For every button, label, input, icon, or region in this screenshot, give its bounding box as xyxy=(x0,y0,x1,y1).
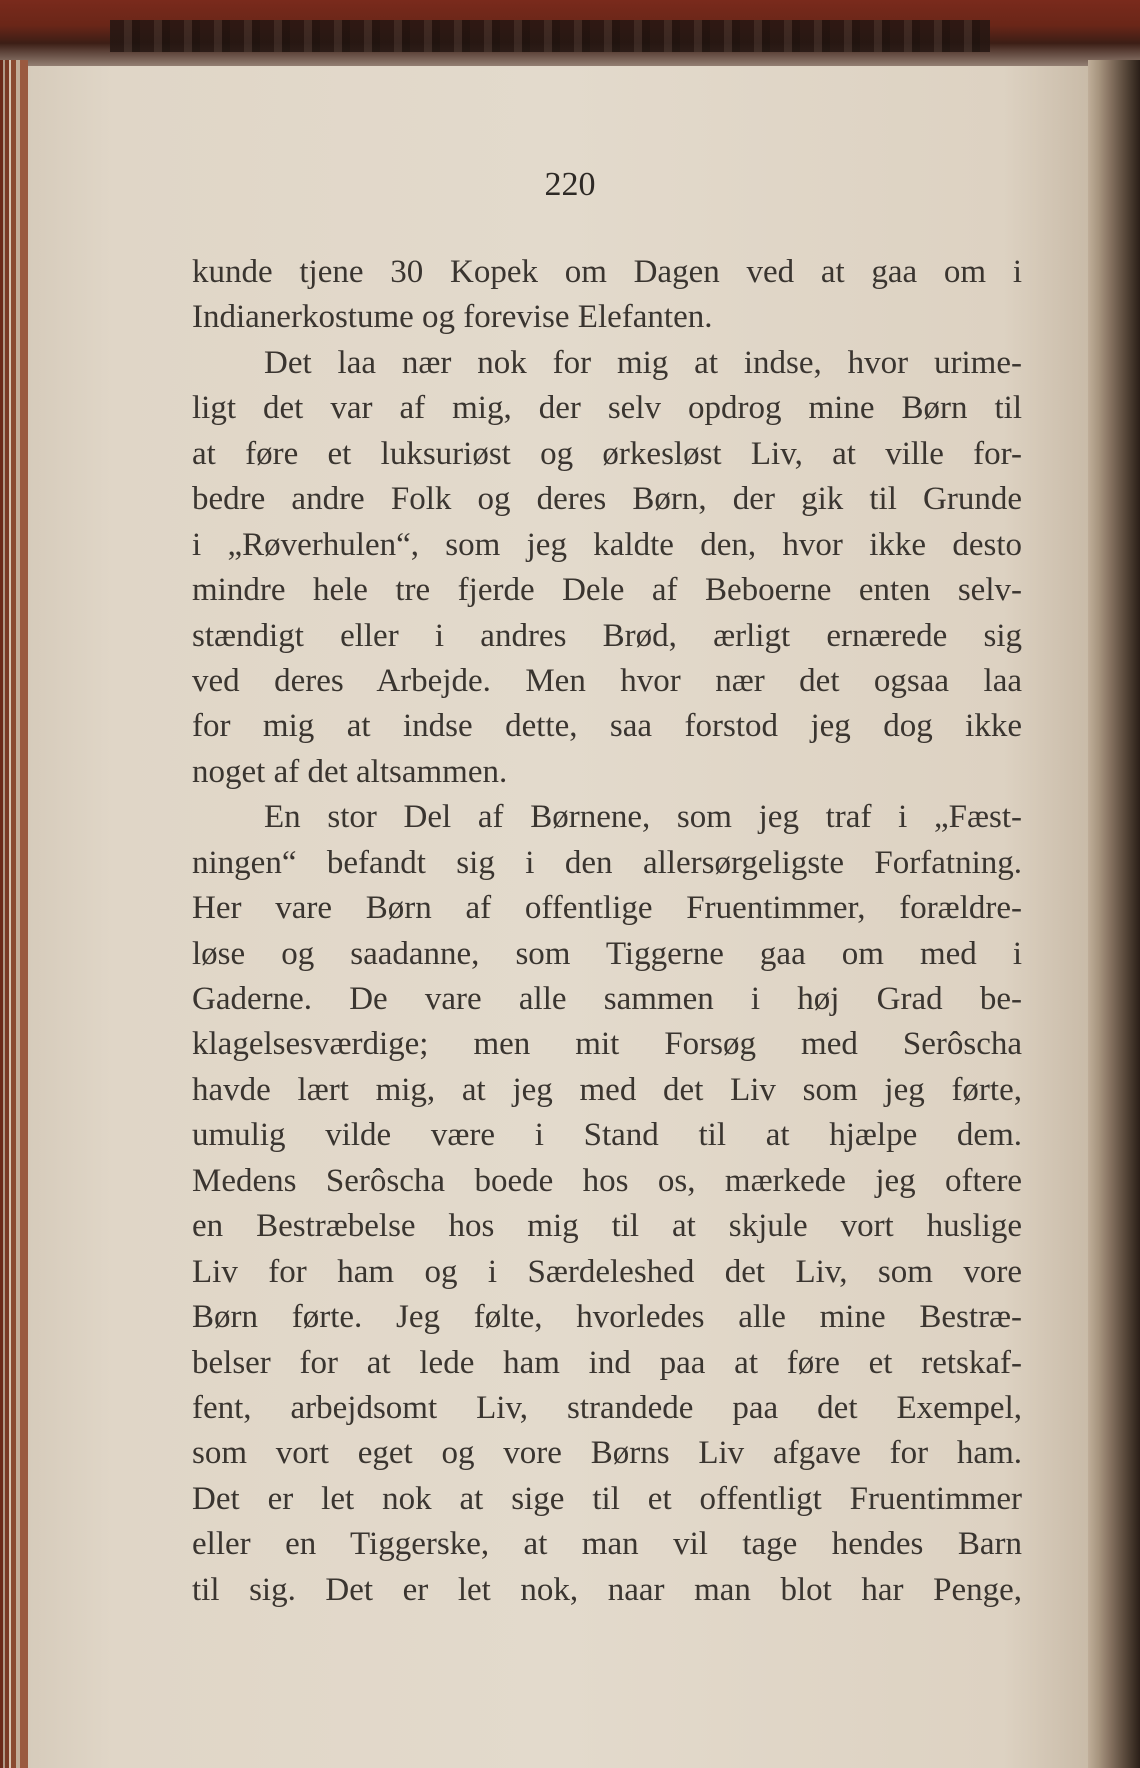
text-line: Indianerkostume og forevise Elefanten. xyxy=(192,299,713,336)
text-line: klagelsesværdige; men mit Forsøg med Serôscha xyxy=(192,1026,1022,1063)
book-spine-shadow xyxy=(110,20,990,52)
text-line: mindre hele tre fjerde Dele af Beboerne enten selv- xyxy=(192,572,1022,609)
text-line: ligt det var af mig, der selv opdrog mine Børn til xyxy=(192,390,1022,427)
text-line: Børn førte. Jeg følte, hvorledes alle mine Bestræ- xyxy=(192,1299,1022,1336)
text-line: at føre et luksuriøst og ørkesløst Liv, at ville for- xyxy=(192,435,1022,472)
text-line: fent, arbejdsomt Liv, strandede paa det Exempel, xyxy=(192,1389,1022,1426)
text-line: umulig vilde være i Stand til at hjælpe dem. xyxy=(192,1117,1022,1154)
book-page-stack-right xyxy=(1088,60,1140,1768)
text-line: til sig. Det er let nok, naar man blot har Penge, xyxy=(192,1571,1022,1608)
text-line: bedre andre Folk og deres Børn, der gik til Grunde xyxy=(192,481,1022,518)
text-line: Gaderne. De vare alle sammen i høj Grad be- xyxy=(192,981,1022,1017)
text-line: som vort eget og vore Børns Liv afgave for ham. xyxy=(192,1435,1022,1472)
text-line: En stor Del af Børnene, som jeg traf i „Fæst- xyxy=(264,799,1022,836)
text-line: i „Røverhulen“, som jeg kaldte den, hvor ikke desto xyxy=(192,526,1022,563)
text-line: stændigt eller i andres Brød, ærligt ernærede sig xyxy=(192,617,1022,654)
text-line: ved deres Arbejde. Men hvor nær det ogsaa laa xyxy=(192,662,1022,699)
text-line: Liv for ham og i Særdeleshed det Liv, som vore xyxy=(192,1253,1022,1290)
text-line: Her vare Børn af offentlige Fruentimmer, forældre- xyxy=(192,890,1022,927)
text-line: ningen“ befandt sig i den allersørgeligste Forfatning. xyxy=(192,844,1022,881)
text-line: for mig at indse dette, saa forstod jeg dog ikke xyxy=(192,708,1022,745)
text-line: Medens Serôscha boede hos os, mærkede jeg oftere xyxy=(192,1162,1022,1199)
text-line: eller en Tiggerske, at man vil tage hendes Barn xyxy=(192,1526,1022,1563)
book-page-stack-left xyxy=(0,60,28,1768)
text-line: noget af det altsammen. xyxy=(192,753,508,790)
text-line: en Bestræbelse hos mig til at skjule vort huslige xyxy=(192,1208,1022,1245)
text-line: belser for at lede ham ind paa at føre et retskaf- xyxy=(192,1344,1022,1381)
text-line: Det laa nær nok for mig at indse, hvor urime- xyxy=(264,344,1022,381)
body-text xyxy=(192,250,1022,1613)
text-line: havde lært mig, at jeg med det Liv som jeg førte, xyxy=(192,1071,1022,1108)
page-number: 220 xyxy=(544,166,596,203)
text-line: løse og saadanne, som Tiggerne gaa om med i xyxy=(192,935,1022,972)
text-line: Det er let nok at sige til et offentligt Fruentimmer xyxy=(192,1480,1022,1517)
text-line: kunde tjene 30 Kopek om Dagen ved at gaa om i xyxy=(192,254,1022,290)
